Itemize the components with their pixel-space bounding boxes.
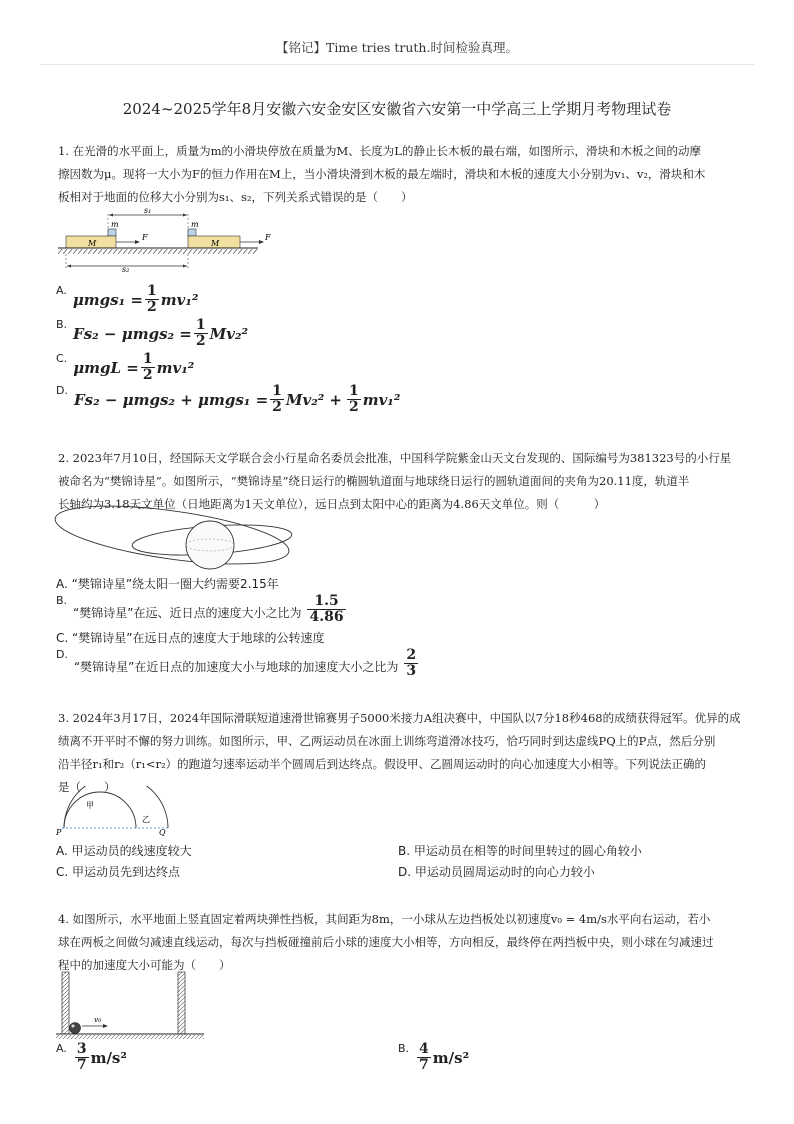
page-header-motto: 【铭记】Time tries truth.时间检验真理。 [276, 40, 518, 55]
q4-option-b-label: B. [398, 1042, 410, 1055]
q4-label-v0: v₀ [94, 1015, 102, 1024]
q1-option-c-label: C. [56, 352, 68, 365]
q3-line-4: 是（ ） [58, 780, 116, 794]
q1-label-s1: s₁ [144, 206, 152, 215]
q1-label-M-2: M [211, 239, 220, 248]
q2-orbit-figure [52, 505, 297, 573]
q2-option-c[interactable]: C. “樊锦诗星”在远日点的速度大于地球的公转速度 [56, 631, 325, 645]
q1-figure [58, 206, 278, 272]
q3-label-yi: 乙 [142, 815, 150, 824]
header-divider [40, 64, 754, 65]
q4-option-b-unit: m/s² [432, 1048, 470, 1067]
q1-option-c[interactable] [56, 352, 194, 383]
q4-option-a-label: A. [56, 1042, 67, 1055]
q1-label-F-1: F [142, 233, 148, 242]
q3-label-q: Q [159, 828, 166, 836]
q3-option-d[interactable]: D. 甲运动员圆周运动时的向心力较小 [398, 865, 595, 879]
q2-option-d-fraction: $\frac{2}{3}$ [406, 647, 417, 679]
q2-option-d-text: “樊锦诗星”在近日点的加速度大小与地球的加速度大小之比为 [73, 660, 399, 674]
q2-line-1: 2. 2023年7月10日，经国际天文学联合会小行星命名委员会批准，中国科学院紫金山天文台发现的、国际编号为381323号的小行星 [58, 451, 732, 465]
q1-option-c-lhs: μmgL = [73, 358, 139, 377]
q4-line-2: 球在两板之间做匀减速直线运动，每次与挡板碰撞前后小球的速度大小相等，方向相反，最终停在两挡板中央，则小球在匀减速过 [58, 935, 714, 949]
q1-option-d-label: D. [56, 384, 68, 397]
q1-option-b-rhs: Mv₂² [209, 324, 249, 343]
q1-small-block-1 [108, 229, 116, 236]
q4-option-a-fraction: $\frac{3}{7}$ [76, 1041, 87, 1073]
q3-option-b[interactable]: B. 甲运动员在相等的时间里转过的圆心角较小 [398, 844, 642, 858]
q3-line-1: 3. 2024年3月17日，2024年国际滑联短道速滑世锦赛男子5000米接力A组决赛中，中国队以7分18秒468的成绩获得冠军。优异的成 [58, 711, 741, 725]
q4-figure [56, 970, 206, 1040]
q3-label-jia: 甲 [86, 801, 94, 810]
q2-option-a[interactable]: A. “樊锦诗星”绕太阳一圈大约需要2.15年 [56, 577, 279, 591]
question-4-stem [58, 908, 746, 977]
track-jia-semicircle [64, 792, 136, 828]
q1-option-b-lhs: Fs₂ − μmgs₂ = [73, 324, 192, 343]
fraction-one-half: $\frac{1}{2}$ [142, 351, 153, 383]
fraction-one-half: $\frac{1}{2}$ [272, 383, 282, 415]
q3-track-figure [56, 786, 176, 836]
q1-line-2: 擦因数为μ。现将一大小为F的恒力作用在M上，当小滑块滑到木板的最左端时，滑块和木板的速度大小分别为v₁、v₂，滑块和木 [58, 167, 706, 181]
q3-line-2: 绩离不开平时不懈的努力训练。如图所示，甲、乙两运动员在冰面上训练弯道滑冰技巧，恰巧同时到达虚线PQ上的P点，然后分别 [58, 734, 716, 748]
q4-option-b[interactable] [398, 1042, 469, 1073]
q1-small-block-2 [188, 229, 196, 236]
q3-option-a[interactable]: A. 甲运动员的线速度较大 [56, 844, 192, 858]
q2-option-d[interactable] [56, 648, 418, 679]
q2-option-d-label: D. [56, 648, 68, 661]
fraction-one-half: $\frac{1}{2}$ [146, 283, 157, 315]
q1-option-a-lhs: μmgs₁ = [72, 290, 143, 309]
asteroid-elliptical-orbit [52, 505, 292, 573]
right-barrier [178, 972, 185, 1034]
q1-option-d[interactable] [56, 384, 400, 415]
fraction-one-half: $\frac{1}{2}$ [348, 383, 359, 415]
ball [70, 1023, 81, 1034]
q1-option-c-rhs: mv₁² [156, 358, 195, 377]
q1-option-d-term-2: mv₁² [362, 390, 401, 409]
q2-option-b[interactable] [56, 594, 346, 625]
q4-option-a[interactable] [56, 1042, 127, 1073]
q2-line-2: 被命名为“樊锦诗星”。如图所示，“樊锦诗星”绕日运行的椭圆轨道面与地球绕日运行的圆轨道面间的夹角为20.11度，轨道半 [58, 474, 690, 488]
fraction-one-half: $\frac{1}{2}$ [195, 317, 206, 349]
q3-line-3: 沿半径r₁和r₂（r₁<r₂）的跑道匀速率运动半个圆周后到达终点。假设甲、乙圆周运动时的向心加速度大小相等。下列说法正确的 [58, 757, 707, 771]
page-title: 2024~2025学年8月安徽六安金安区安徽省六安第一中学高三上学期月考物理试卷 [122, 100, 672, 118]
q1-option-b-label: B. [56, 318, 68, 331]
q1-option-d-lhs: Fs₂ − μmgs₂ + μmgs₁ = [73, 390, 269, 409]
q1-option-d-term-1: Mv₂² [285, 390, 325, 409]
q4-line-3: 程中的加速度大小可能为（ ） [58, 958, 231, 972]
q2-option-b-label: B. [56, 594, 68, 607]
q4-option-b-fraction: $\frac{4}{7}$ [419, 1041, 429, 1073]
q3-label-p: P [56, 828, 62, 836]
q1-option-a-label: A. [56, 284, 67, 297]
left-barrier [62, 972, 69, 1034]
q1-option-a[interactable] [56, 284, 198, 315]
q1-option-a-rhs: mv₁² [160, 290, 199, 309]
q3-option-c[interactable]: C. 甲运动员先到达终点 [56, 865, 181, 879]
sun-sphere [186, 521, 234, 569]
q1-label-M-1: M [88, 239, 97, 248]
q1-line-3: 板相对于地面的位移大小分别为s₁、s₂，下列关系式错误的是（ ） [58, 190, 413, 204]
q1-line-1: 1. 在光滑的水平面上，质量为m的小滑块停放在质量为M、长度为L的静止长木板的最右端，如图所示，滑块和木板之间的动摩 [58, 144, 701, 158]
q1-label-s2: s₂ [122, 265, 130, 272]
track-yi-semicircle [64, 786, 168, 828]
q1-option-b[interactable] [56, 318, 248, 349]
q1-label-m-1: m [111, 220, 119, 229]
q4-option-a-unit: m/s² [90, 1048, 127, 1067]
question-1-stem [58, 140, 746, 209]
q2-option-b-text: “樊锦诗星”在远、近日点的速度大小之比为 [73, 606, 302, 620]
plus-sign: + [329, 390, 342, 409]
q2-option-b-fraction: $\frac{1.5}{4.86}$ [309, 593, 344, 625]
q1-label-F-2: F [265, 233, 271, 242]
q2-line-3: 长轴约为3.18天文单位（日地距离为1天文单位），远日点到太阳中心的距离为4.86天文单位。则（ ） [58, 497, 606, 511]
q1-label-m-2: m [191, 220, 199, 229]
q4-line-1: 4. 如图所示，水平地面上竖直固定着两块弹性挡板，其间距为8m，一小球从左边挡板处以初速度v₀ = 4m/s水平向右运动，若小 [58, 912, 711, 926]
